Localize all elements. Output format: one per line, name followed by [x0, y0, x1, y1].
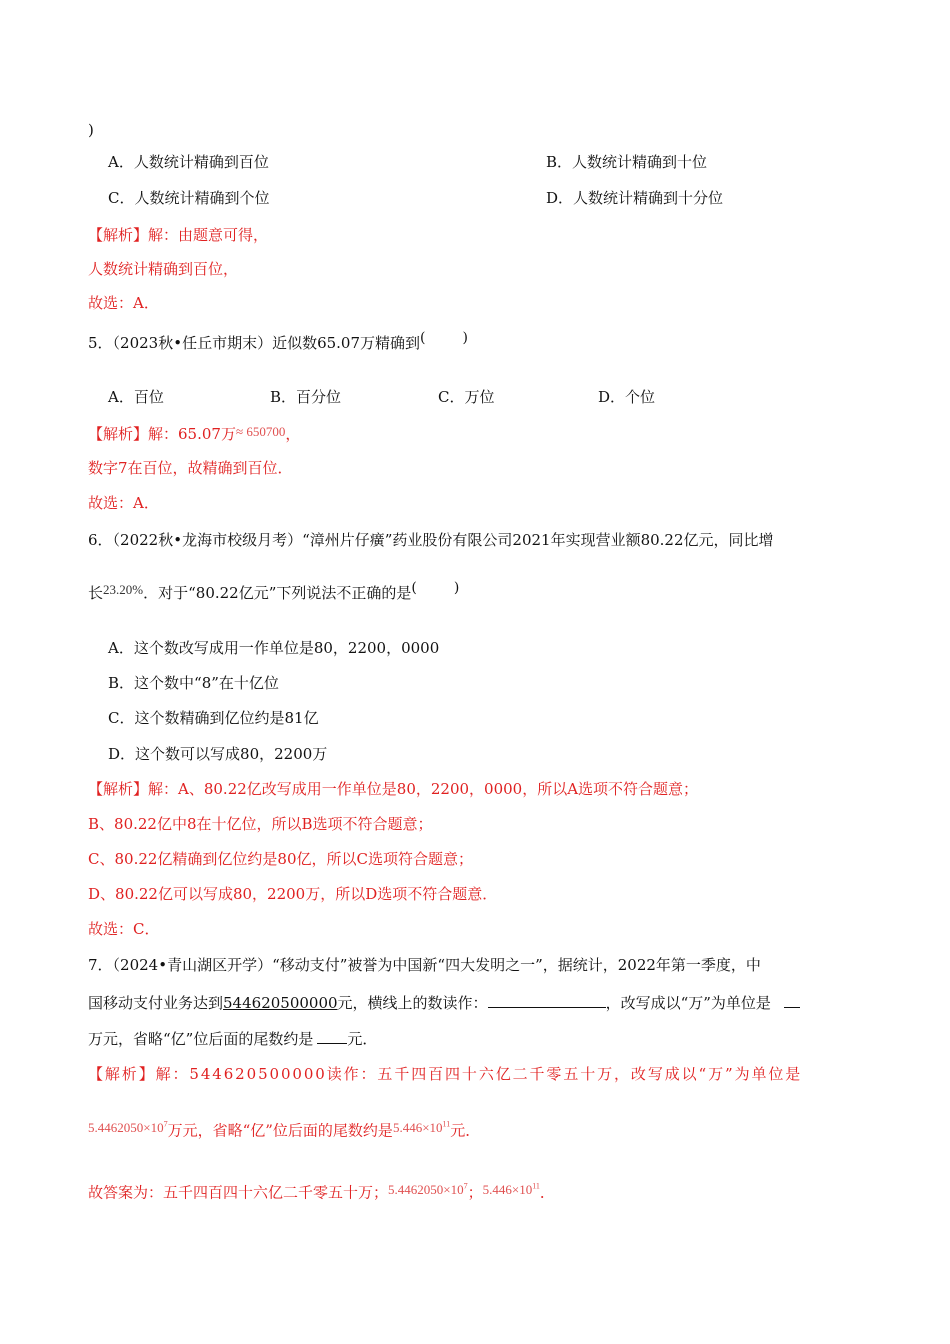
q5-stem: [88, 330, 469, 354]
q6-solution-line2: B、80.22亿中8在十亿位，所以B选项不符合题意；: [88, 815, 433, 833]
q7-answer-formula-yi: $5.446\times 10^{11}$: [482, 1182, 540, 1198]
q6-option-b[interactable]: B．这个数中“8”在十亿位: [108, 674, 279, 692]
q6-solution-text1: 解：A、80.22亿改写成用一作单位是80，2200，0000，所以A选项不符合题意；: [148, 780, 699, 798]
q6-growth-rate: 23.20%: [103, 582, 144, 597]
q6-stem-line2: 长23.20%．对于“80.22亿元”下列说法不正确的是( ): [88, 580, 460, 602]
q7-blank-reading[interactable]: [488, 993, 606, 1008]
q7-solution-line2: $5.4462050\times 10^7$万元，省略“亿”位后面的尾数约是$5.446\times 10^{11}$元．: [88, 1120, 481, 1140]
q5-options-row: [108, 387, 656, 407]
q4-options-row1: [108, 152, 708, 172]
q7-solution-text1: 解：544620500000读作：五千四百四十六亿二千零五十万，改写成以“万”为单位是: [155, 1065, 803, 1083]
q7-stem-line2: 国移动支付业务达到544620500000元，横线上的数读作： ，改写成以“万”为单位是: [88, 993, 800, 1013]
q7-blank-wan[interactable]: [784, 993, 800, 1008]
q4-solution-text1: 解：由题意可得，: [148, 226, 269, 244]
q4-answer: 故选：A．: [88, 294, 159, 312]
q5-option-a[interactable]: A．百位: [108, 388, 164, 406]
q4-option-d[interactable]: D．人数统计精确到十分位: [546, 189, 724, 207]
q7-answer: 故答案为：五千四百四十六亿二千零五十万；$5.4462050\times 10^7$；$5.446\times 10^{11}$．: [88, 1182, 555, 1202]
q7-analysis-tag: 【解析】: [88, 1065, 156, 1083]
q4-option-c[interactable]: C．人数统计精确到个位: [108, 189, 270, 207]
q7-stem-line3: 万元，省略“亿”位后面的尾数约是 元．: [88, 1030, 378, 1048]
q5-solution-text1: 解：65.07万: [148, 425, 236, 443]
q5-option-c[interactable]: C．万位: [438, 388, 495, 406]
q7-amount-number: 544620500000: [223, 994, 338, 1012]
q5-answer-paren[interactable]: ( ): [420, 330, 469, 346]
q6-solution-line1: [88, 779, 698, 799]
q5-stem-text: 5．（2023秋•任丘市期末）近似数65.07万精确到: [88, 334, 421, 352]
q4-solution-line2: 人数统计精确到百位，: [88, 260, 239, 278]
q7-formula-wan: $5.4462050\times 10^7$: [88, 1120, 168, 1136]
q5-option-b[interactable]: B．百分位: [270, 388, 342, 406]
q6-answer-paren[interactable]: ( ): [411, 580, 460, 596]
q5-approx-formula: ≈ 650700: [235, 424, 286, 439]
q4-option-b[interactable]: B．人数统计精确到十位: [546, 153, 708, 171]
q4-options-row2: [108, 188, 724, 208]
q4-paren-close: ): [88, 121, 94, 139]
q6-answer: 故选：C．: [88, 920, 160, 938]
q6-stem-line1: 6．（2022秋•龙海市校级月考）“漳州片仔癀”药业股份有限公司2021年实现营业额80.22亿元，同比增: [88, 531, 774, 549]
q5-option-d[interactable]: D．个位: [598, 388, 656, 406]
q5-answer: 故选：A．: [88, 494, 159, 512]
q7-stem-line1: 7．（2024•青山湖区开学）“移动支付”被誉为中国新“四大发明之一”，据统计，2022年第一季度，中: [88, 956, 761, 974]
q4-solution-line1: [88, 225, 268, 245]
q6-option-c[interactable]: C．这个数精确到亿位约是81亿: [108, 709, 319, 727]
q4-option-a[interactable]: A．人数统计精确到百位: [108, 153, 269, 171]
q5-analysis-tag: 【解析】: [88, 425, 149, 443]
q7-formula-yi: $5.446\times 10^{11}$: [392, 1120, 451, 1136]
q6-solution-line4: D、80.22亿可以写成80，2200万，所以D选项不符合题意．: [88, 885, 498, 903]
q6-solution-line3: C、80.22亿精确到亿位约是80亿，所以C选项符合题意；: [88, 850, 473, 868]
q6-stem-text: ．对于“80.22亿元”下列说法不正确的是: [143, 584, 412, 602]
q5-solution-line2: 数字7在百位，故精确到百位．: [88, 459, 293, 477]
q5-solution-line1: 【解析】解：65.07万≈ 650700，: [88, 424, 301, 443]
q6-option-d[interactable]: D．这个数可以写成80，2200万: [108, 745, 328, 763]
q7-solution-line1: [88, 1064, 802, 1084]
q7-blank-yi[interactable]: [317, 1029, 347, 1044]
q7-answer-formula-wan: $5.4462050\times 10^7$: [388, 1182, 468, 1198]
q6-option-a[interactable]: A．这个数改写成用一作单位是80，2200，0000: [108, 639, 440, 657]
q6-analysis-tag: 【解析】: [88, 780, 149, 798]
q4-analysis-tag: 【解析】: [88, 226, 149, 244]
